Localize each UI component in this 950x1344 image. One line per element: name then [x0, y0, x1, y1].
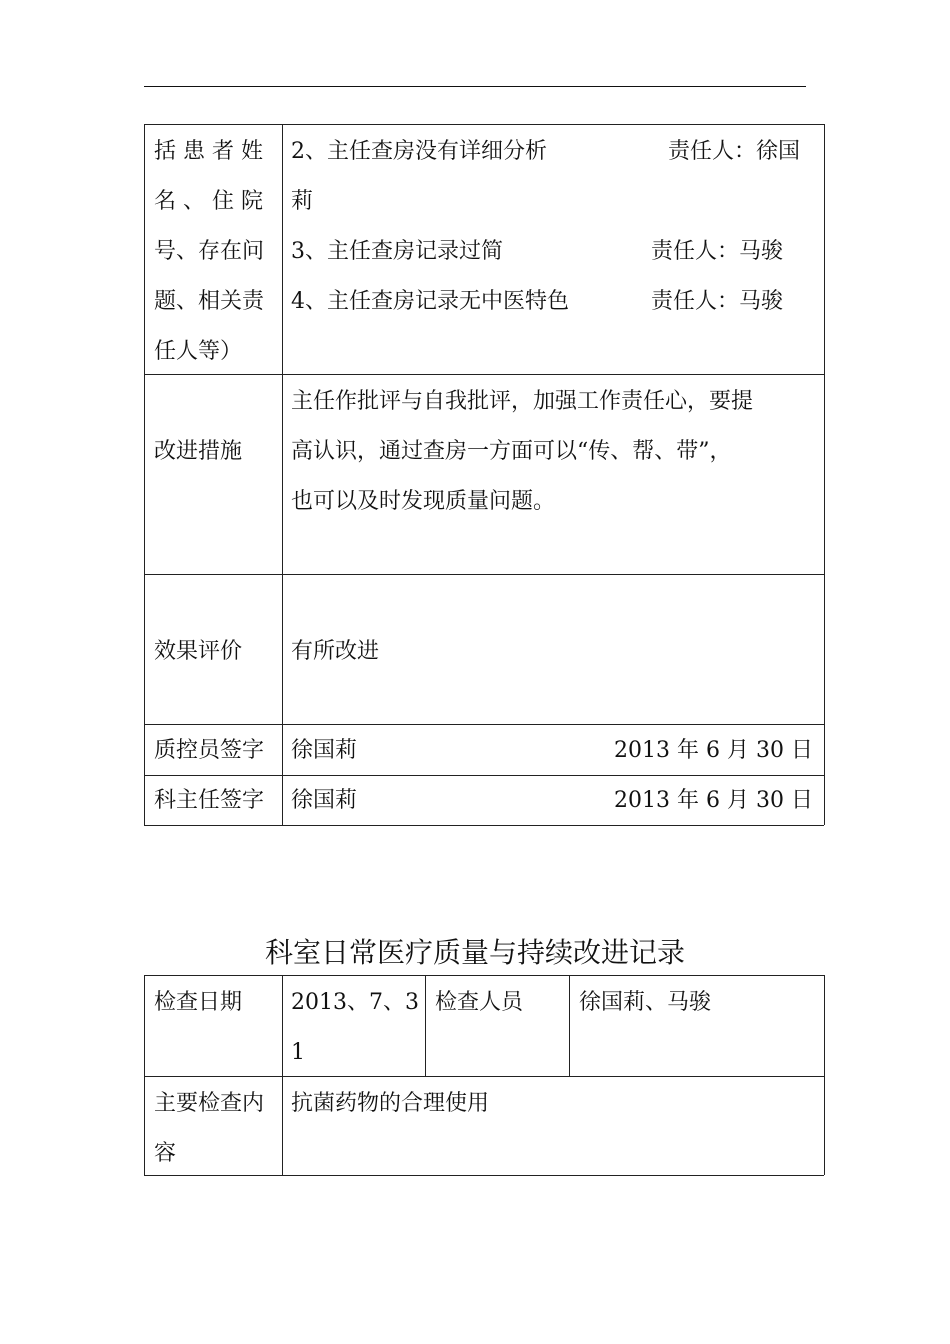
label-line: 括 患 者 姓 — [154, 139, 263, 164]
table-border — [824, 124, 825, 825]
inspector-label: 检查人员 — [435, 990, 524, 1015]
inspector-names: 徐国莉、马骏 — [579, 990, 712, 1015]
record-title: 科室日常医疗质量与持续改进记录 — [264, 936, 685, 969]
table-border — [824, 975, 825, 1175]
problem-owner: 责任人：马骏 — [651, 289, 784, 314]
effect-label: 效果评价 — [154, 639, 243, 664]
table-border — [425, 975, 426, 1076]
label-line: 任人等） — [154, 339, 243, 364]
label-line: 名 、 住 院 — [154, 189, 263, 214]
table-border — [144, 574, 824, 575]
content-label-line: 主要检查内 — [154, 1091, 265, 1116]
label-line: 号、存在问 — [154, 239, 265, 264]
problem-owner: 责任人：马骏 — [651, 239, 784, 264]
director-sign-name: 徐国莉 — [291, 788, 358, 813]
content-value: 抗菌药物的合理使用 — [291, 1091, 490, 1116]
qc-sign-label: 质控员签字 — [154, 738, 265, 763]
table-border — [144, 1175, 824, 1176]
table-border — [144, 124, 145, 825]
check-date-label: 检查日期 — [154, 990, 243, 1015]
table-border — [282, 975, 283, 1175]
check-date-line: 2013、7、3 — [291, 990, 419, 1015]
qc-sign-name: 徐国莉 — [291, 738, 358, 763]
improve-line: 主任作批评与自我批评，加强工作责任心，要提 — [291, 389, 754, 414]
director-sign-date: 2013 年 6 月 30 日 — [614, 788, 813, 813]
qc-sign-date: 2013 年 6 月 30 日 — [614, 738, 813, 763]
table-border — [282, 124, 283, 825]
problem-item: 2、主任查房没有详细分析 — [291, 139, 547, 164]
table-border — [144, 975, 145, 1175]
table-border — [144, 1076, 824, 1077]
improve-line: 也可以及时发现质量问题。 — [291, 489, 556, 514]
problem-item: 3、主任查房记录过简 — [291, 239, 503, 264]
problem-item: 4、主任查房记录无中医特色 — [291, 289, 569, 314]
table-border — [144, 724, 824, 725]
effect-value: 有所改进 — [291, 639, 380, 664]
improve-label: 改进措施 — [154, 439, 243, 464]
table-border — [144, 975, 824, 976]
table-border — [144, 124, 824, 125]
director-sign-label: 科主任签字 — [154, 788, 265, 813]
table-border — [144, 374, 824, 375]
content-label-line: 容 — [154, 1141, 177, 1166]
improve-line: 高认识，通过查房一方面可以“传、帮、带”， — [291, 439, 732, 464]
label-line: 题、相关责 — [154, 289, 265, 314]
check-date-line: 1 — [291, 1040, 305, 1065]
table-border — [569, 975, 570, 1076]
problem-owner-wrap: 莉 — [291, 189, 314, 214]
header-rule — [144, 86, 806, 87]
problem-owner: 责任人：徐国 — [668, 139, 801, 164]
